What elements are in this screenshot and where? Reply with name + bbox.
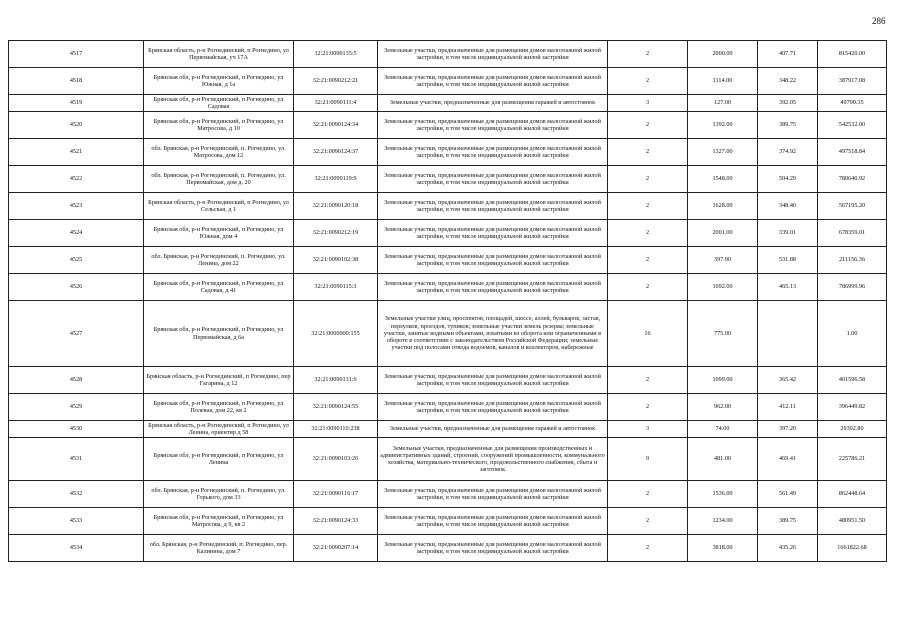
table-row (9, 139, 887, 166)
specific-value-cell: 389.75 (758, 508, 818, 535)
row-number-cell: 4527 (9, 301, 144, 367)
row-number-cell: 4522 (9, 166, 144, 193)
cadastral-value-cell: 786999.96 (818, 274, 887, 301)
area-cell: 1548.00 (688, 166, 758, 193)
address-cell: Брянская обл, р-н Рогнединский, п Рогнедино, ул Матросова, д 10 (144, 112, 294, 139)
cadastral-number-cell: 32:21:0090120:18 (294, 193, 378, 220)
use-group-cell: 3 (608, 421, 688, 438)
cadastral-number-cell: 32:21:0090124:33 (294, 508, 378, 535)
land-use-cell: Земельные участки, предназначенные для размещения домов малоэтажной жилой застройки, в том числе индивидуальной жилой застройки (378, 508, 608, 535)
row-number-cell: 4518 (9, 68, 144, 95)
area-cell: 1099.00 (688, 367, 758, 394)
specific-value-cell: 365.42 (758, 367, 818, 394)
specific-value-cell: 465.13 (758, 274, 818, 301)
use-group-cell: 2 (608, 274, 688, 301)
row-number-cell: 4523 (9, 193, 144, 220)
cadastral-number-cell: 32:21:0090135:5 (294, 41, 378, 68)
area-cell: 1692.00 (688, 274, 758, 301)
use-group-cell: 2 (608, 481, 688, 508)
land-use-cell: Земельные участки, предназначенные для размещения домов малоэтажной жилой застройки, в том числе индивидуальной жилой застройки (378, 193, 608, 220)
cadastral-value-table (8, 40, 887, 562)
cadastral-value-cell: 497518.84 (818, 139, 887, 166)
area-cell: 2001.00 (688, 220, 758, 247)
row-number-cell: 4533 (9, 508, 144, 535)
cadastral-number-cell: 32:21:0090119:9 (294, 166, 378, 193)
cadastral-value-cell: 225786.21 (818, 438, 887, 481)
table-row (9, 274, 887, 301)
address-cell: Брянская область, р-н Рогнединский, п Рогнедино, ул Сельская, д 1 (144, 193, 294, 220)
specific-value-cell: 504.29 (758, 166, 818, 193)
cadastral-number-cell: 32:21:0090124:34 (294, 112, 378, 139)
address-cell: Брянская обл, р-н Рогнединский, п Рогнедино, ул Садовая, д 41 (144, 274, 294, 301)
specific-value-cell: 389.75 (758, 112, 818, 139)
cadastral-number-cell: 32:21:0000000:155 (294, 301, 378, 367)
cadastral-number-cell: 32:21:0090115:3 (294, 274, 378, 301)
land-use-cell: Земельные участки, предназначенные для размещения домов малоэтажной жилой застройки, в том числе индивидуальной жилой застройки (378, 41, 608, 68)
use-group-cell: 2 (608, 535, 688, 562)
page-number: 286 (872, 16, 886, 26)
use-group-cell: 2 (608, 139, 688, 166)
specific-value-cell: 374.92 (758, 139, 818, 166)
area-cell: 775.00 (688, 301, 758, 367)
cadastral-number-cell: 32:21:0090212:19 (294, 220, 378, 247)
row-number-cell: 4531 (9, 438, 144, 481)
cadastral-value-cell: 678359.01 (818, 220, 887, 247)
area-cell: 962.00 (688, 394, 758, 421)
table-row (9, 421, 887, 438)
row-number-cell: 4534 (9, 535, 144, 562)
cadastral-value-cell: 480951.50 (818, 508, 887, 535)
specific-value-cell: 339.01 (758, 220, 818, 247)
cadastral-value-cell: 1661822.68 (818, 535, 887, 562)
use-group-cell: 2 (608, 166, 688, 193)
address-cell: обл. Брянская, р-н Рогнединский, п. Рогнедино, ул. Первомайская, дом д. 20 (144, 166, 294, 193)
area-cell: 481.00 (688, 438, 758, 481)
use-group-cell: 2 (608, 41, 688, 68)
land-use-cell: Земельные участки, предназначенные для размещения домов малоэтажной жилой застройки, в том числе индивидуальной жилой застройки (378, 367, 608, 394)
specific-value-cell: 348.22 (758, 68, 818, 95)
address-cell: Брянская область, р-н Рогнединский, п Рогнедино, пер Гагарина, д 12 (144, 367, 294, 394)
address-cell: Брянская обл, р-н Рогнединский, п Рогнедино, ул Южная, д 1а (144, 68, 294, 95)
area-cell: 1234.00 (688, 508, 758, 535)
cadastral-value-cell: 396449.82 (818, 394, 887, 421)
use-group-cell: 2 (608, 394, 688, 421)
row-number-cell: 4520 (9, 112, 144, 139)
table-row (9, 41, 887, 68)
cadastral-value-cell: 815420.00 (818, 41, 887, 68)
cadastral-number-cell: 32:21:0090124:37 (294, 139, 378, 166)
cadastral-number-cell: 32:21:0090103:26 (294, 438, 378, 481)
area-cell: 1536.00 (688, 481, 758, 508)
use-group-cell: 2 (608, 220, 688, 247)
specific-value-cell: 561.49 (758, 481, 818, 508)
address-cell: обл. Брянская, р-н Рогнединский, п. Рогнедино, ул. Матросова, дом 12 (144, 139, 294, 166)
area-cell: 397.00 (688, 247, 758, 274)
table-row (9, 438, 887, 481)
use-group-cell: 2 (608, 112, 688, 139)
address-cell: Брянская обл, р-н Рогнединский, п Рогнедино, ул Первомайская, д 6а (144, 301, 294, 367)
land-use-cell: Земельные участки, предназначенные для размещения гаражей и автостоянок (378, 95, 608, 112)
row-number-cell: 4525 (9, 247, 144, 274)
use-group-cell: 9 (608, 438, 688, 481)
table-row (9, 535, 887, 562)
table-row (9, 394, 887, 421)
address-cell: Брянская обл, р-н Рогнединский, п Рогнедино, ул Садовая (144, 95, 294, 112)
area-cell: 1327.00 (688, 139, 758, 166)
table-row (9, 112, 887, 139)
table-body (9, 41, 887, 562)
use-group-cell: 3 (608, 95, 688, 112)
cadastral-number-cell: 32:21:0090111:4 (294, 95, 378, 112)
cadastral-number-cell: 32:21:0090124:55 (294, 394, 378, 421)
table-row (9, 301, 887, 367)
table-row (9, 508, 887, 535)
land-use-cell: Земельные участки, предназначенные для размещения домов малоэтажной жилой застройки, в том числе индивидуальной жилой застройки (378, 394, 608, 421)
land-use-cell: Земельные участки, предназначенные для размещения домов малоэтажной жилой застройки, в том числе индивидуальной жилой застройки (378, 68, 608, 95)
specific-value-cell: 407.71 (758, 41, 818, 68)
area-cell: 1114.00 (688, 68, 758, 95)
row-number-cell: 4526 (9, 274, 144, 301)
land-use-cell: Земельные участки, предназначенные для размещения домов малоэтажной жилой застройки, в том числе индивидуальной жилой застройки (378, 220, 608, 247)
address-cell: Брянская область, р-н Рогнединский, п Рогнедино, ул Ленина, ориентир д 58 (144, 421, 294, 438)
cadastral-number-cell: 32:21:0090212:21 (294, 68, 378, 95)
land-use-cell: Земельные участки, предназначенные для размещения домов малоэтажной жилой застройки, в том числе индивидуальной жилой застройки (378, 139, 608, 166)
use-group-cell: 2 (608, 367, 688, 394)
specific-value-cell: 397.20 (758, 421, 818, 438)
specific-value-cell: 469.41 (758, 438, 818, 481)
cadastral-value-cell: 542532.00 (818, 112, 887, 139)
cadastral-number-cell: 32:21:0090116:17 (294, 481, 378, 508)
table-row (9, 367, 887, 394)
land-use-cell: Земельные участки, предназначенные для размещения домов малоэтажной жилой застройки, в том числе индивидуальной жилой застройки (378, 535, 608, 562)
address-cell: Брянская обл, р-н Рогнединский, п Рогнедино, ул Южная, дом 4 (144, 220, 294, 247)
table-row (9, 68, 887, 95)
area-cell: 1628.00 (688, 193, 758, 220)
table-row (9, 95, 887, 112)
cadastral-number-cell: 32:21:0090102:38 (294, 247, 378, 274)
address-cell: Брянская обл, р-н Рогнединский, п Рогнедино, ул Ленина (144, 438, 294, 481)
specific-value-cell: 392.05 (758, 95, 818, 112)
table-row (9, 220, 887, 247)
cadastral-number-cell: 32:21:0090110:238 (294, 421, 378, 438)
cadastral-value-cell: 49790.35 (818, 95, 887, 112)
address-cell: Брянская обл, р-н Рогнединский, п Рогнедино, ул Полевая, дом 22, кв 2 (144, 394, 294, 421)
row-number-cell: 4524 (9, 220, 144, 247)
land-use-cell: Земельные участки, предназначенные для размещения домов малоэтажной жилой застройки, в том числе индивидуальной жилой застройки (378, 481, 608, 508)
use-group-cell: 2 (608, 508, 688, 535)
use-group-cell: 2 (608, 68, 688, 95)
cadastral-value-cell: 862448.64 (818, 481, 887, 508)
land-use-cell: Земельные участки, предназначенные для размещения домов малоэтажной жилой застройки, в том числе индивидуальной жилой застройки (378, 274, 608, 301)
address-cell: обл. Брянская, р-н Рогнединский, п. Рогнедино, ул. Горького, дом 33 (144, 481, 294, 508)
cadastral-value-cell: 387917.08 (818, 68, 887, 95)
cadastral-number-cell: 32:21:0090207:14 (294, 535, 378, 562)
specific-value-cell: 531.88 (758, 247, 818, 274)
row-number-cell: 4521 (9, 139, 144, 166)
cadastral-value-cell: 567195.20 (818, 193, 887, 220)
cadastral-value-cell: 211156.36 (818, 247, 887, 274)
cadastral-value-cell: 401596.58 (818, 367, 887, 394)
table-row (9, 481, 887, 508)
area-cell: 127.00 (688, 95, 758, 112)
row-number-cell: 4532 (9, 481, 144, 508)
address-cell: Брянская область, р-н Рогнединский, п Рогнедино, ул Первомайская, уч 17А (144, 41, 294, 68)
table-row (9, 166, 887, 193)
area-cell: 1392.00 (688, 112, 758, 139)
row-number-cell: 4519 (9, 95, 144, 112)
land-use-cell: Земельные участки, предназначенные для размещения домов малоэтажной жилой застройки, в том числе индивидуальной жилой застройки (378, 166, 608, 193)
use-group-cell: 2 (608, 247, 688, 274)
area-cell: 3818.00 (688, 535, 758, 562)
row-number-cell: 4528 (9, 367, 144, 394)
use-group-cell: 16 (608, 301, 688, 367)
specific-value-cell (758, 301, 818, 367)
land-use-cell: Земельные участки, предназначенные для размещения домов малоэтажной жилой застройки, в том числе индивидуальной жилой застройки (378, 247, 608, 274)
address-cell: обл. Брянская, р-н Рогнединский, п. Рогнедино, пер. Калинина, дом 7 (144, 535, 294, 562)
row-number-cell: 4517 (9, 41, 144, 68)
row-number-cell: 4530 (9, 421, 144, 438)
land-use-cell: Земельные участки, предназначенные для размещения гаражей и автостоянок (378, 421, 608, 438)
specific-value-cell: 435.26 (758, 535, 818, 562)
address-cell: Брянская обл, р-н Рогнединский, п Рогнедино, ул Матросова, д 9, кв 2 (144, 508, 294, 535)
use-group-cell: 2 (608, 193, 688, 220)
land-use-cell: Земельные участки, предназначенные для размещения домов малоэтажной жилой застройки, в том числе индивидуальной жилой застройки (378, 112, 608, 139)
address-cell: обл. Брянская, р-н Рогнединский, п. Рогнедино, ул. Ленина, дом 22 (144, 247, 294, 274)
specific-value-cell: 348.40 (758, 193, 818, 220)
cadastral-number-cell: 32:21:0090131:6 (294, 367, 378, 394)
cadastral-value-cell: 780640.92 (818, 166, 887, 193)
area-cell: 2000.00 (688, 41, 758, 68)
row-number-cell: 4529 (9, 394, 144, 421)
specific-value-cell: 412.11 (758, 394, 818, 421)
land-use-cell: Земельные участки, предназначенные для размещения производственных и административных зданий, строений, сооружений промышленности, коммунального хозяйства, материально-технического, продовольственного снабжения, сбыта и заготовок (378, 438, 608, 481)
cadastral-value-cell: 29392.80 (818, 421, 887, 438)
area-cell: 74.00 (688, 421, 758, 438)
land-use-cell: Земельные участки улиц, проспектов, площадей, шоссе, аллей, бульваров, застав, переулков, проездов, тупиков; земельные участки земель резерва; земельные участки, занятые водными объектами, изъятыми из оборота или ограниченными в обороте в соответствии с законодательством Российской Федерации; земельные участки под полосами отвода водоемов, каналов и коллекторов, набережные (378, 301, 608, 367)
table-row (9, 247, 887, 274)
table-row (9, 193, 887, 220)
cadastral-value-cell: 1.00 (818, 301, 887, 367)
